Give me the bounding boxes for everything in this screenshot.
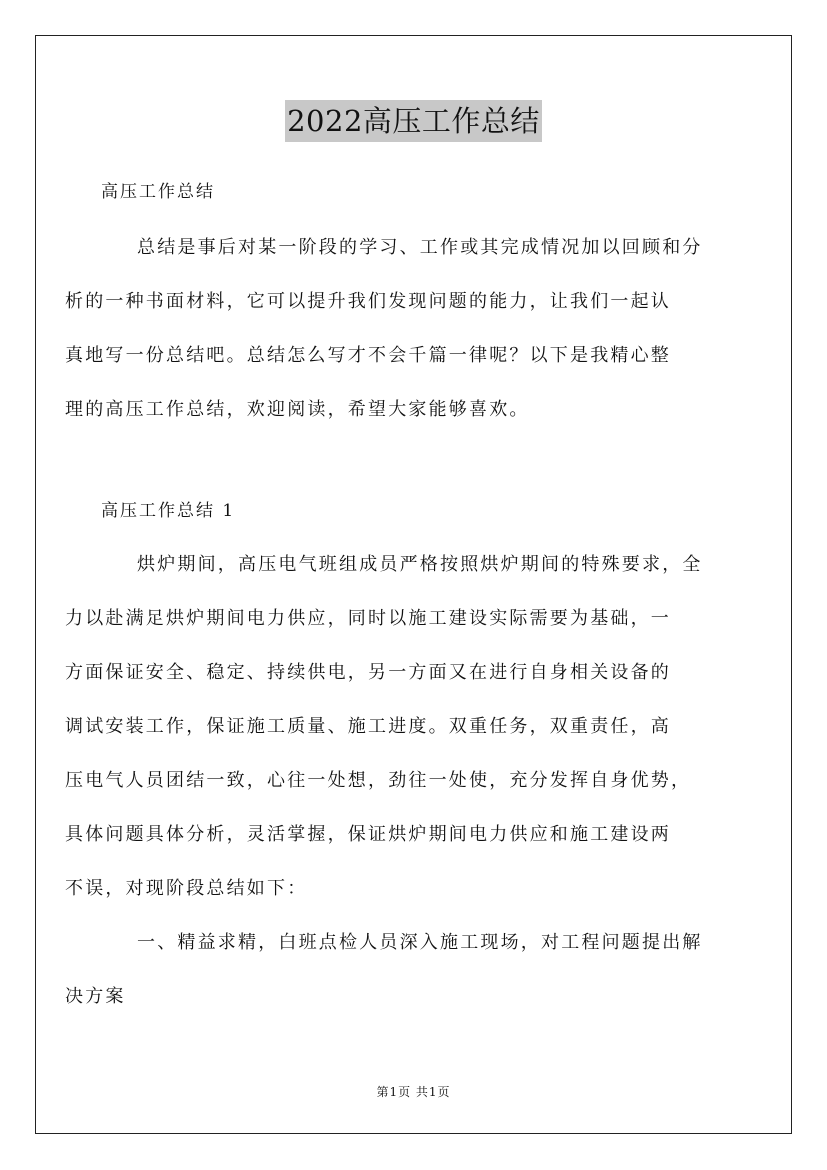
section1-line: 调试安装工作，保证施工质量、施工进度。双重任务，双重责任，高 (65, 716, 671, 737)
intro-line: 理的高压工作总结，欢迎阅读，希望大家能够喜欢。 (65, 399, 530, 420)
item1-line: 一、精益求精，白班点检人员深入施工现场，对工程问题提出解 (137, 932, 703, 953)
intro-line: 真地写一份总结吧。总结怎么写才不会千篇一律呢？以下是我精心整 (65, 345, 671, 366)
section1-line: 烘炉期间，高压电气班组成员严格按照烘炉期间的特殊要求，全 (137, 554, 703, 575)
document-title: 2022高压工作总结 (285, 100, 542, 142)
spacer (101, 437, 741, 489)
document-subtitle: 高压工作总结 (101, 182, 215, 202)
section1-line: 方面保证安全、稳定、持续供电，另一方面又在进行自身相关设备的 (65, 662, 671, 683)
section1-paragraph (65, 538, 741, 916)
intro-paragraph (65, 221, 741, 437)
section1-line: 不误，对现阶段总结如下： (65, 878, 308, 899)
intro-line: 析的一种书面材料，它可以提升我们发现问题的能力，让我们一起认 (65, 291, 671, 312)
title-container (0, 100, 827, 142)
item1-paragraph (65, 916, 741, 1024)
section1-line: 具体问题具体分析，灵活掌握，保证烘炉期间电力供应和施工建设两 (65, 824, 671, 845)
page-footer: 第1页 共1页 (376, 1085, 451, 1099)
section1-line: 力以赴满足烘炉期间电力供应，同时以施工建设实际需要为基础，一 (65, 608, 671, 629)
section-heading: 高压工作总结 1 (101, 501, 236, 521)
section1-line: 压电气人员团结一致，心往一处想，劲往一处使，充分发挥自身优势， (65, 770, 692, 791)
item1-line: 决方案 (65, 986, 126, 1007)
document-body (65, 170, 741, 1024)
intro-line: 总结是事后对某一阶段的学习、工作或其完成情况加以回顾和分 (137, 237, 703, 258)
